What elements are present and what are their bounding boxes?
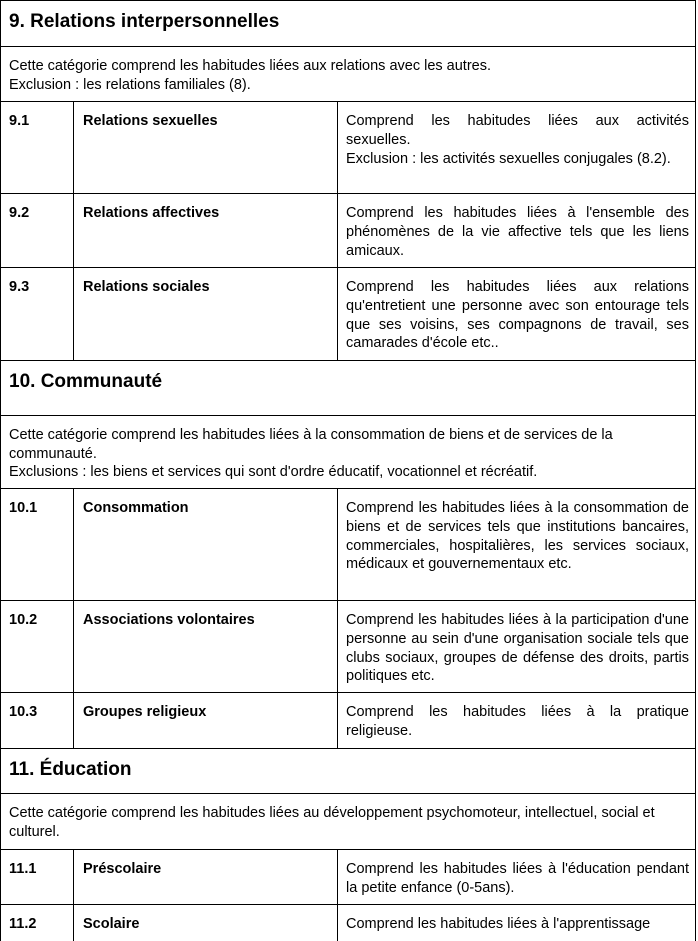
section-description — [0, 794, 696, 850]
row-description: Comprend les habitudes liées aux relations qu'entretient une personne avec son entourage tels que ses voisins, ses compagnons de travail, ses camarades d'école etc.. — [346, 279, 689, 352]
row-number: 10.3 — [1, 693, 74, 748]
row-name: Consommation — [74, 489, 338, 600]
row-name: Préscolaire — [74, 850, 338, 904]
row-number: 11.1 — [1, 850, 74, 904]
row-name: Relations sociales — [74, 268, 338, 360]
description-line: Cette catégorie comprend les habitudes liées à la consommation de biens et de services de la communauté. — [9, 427, 613, 462]
row-name: Relations affectives — [74, 194, 338, 267]
row-description: Comprend les habitudes liées à l'éducation pendant la petite enfance (0-5ans). — [346, 861, 689, 896]
row-description: Comprend les habitudes liées à l'apprentissage — [346, 916, 651, 932]
row-description: Comprend les habitudes liées à la pratique religieuse. — [346, 704, 689, 739]
row-description: Comprend les habitudes liées à la consommation de biens et de services tels que institutions bancaires, commerciales, hospitalières, les services sociaux, médicaux et gouvernementaux etc. — [346, 500, 689, 573]
row-name: Groupes religieux — [74, 693, 338, 748]
table-row — [0, 194, 696, 268]
description-line: Exclusion : les activités sexuelles conjugales (8.2). — [346, 150, 671, 167]
description-line: Exclusion : les relations familiales (8). — [9, 76, 251, 93]
row-description: Comprend les habitudes liées à la participation d'une personne au sein d'une organisation sociale tels que clubs sociaux, groupes de défense des droits, partis politiques etc. — [346, 612, 689, 685]
table-row — [0, 601, 696, 693]
row-description: Comprend les habitudes liées à l'ensemble des phénomènes de la vie affective tels que les liens amicaux. — [346, 205, 689, 259]
table-row — [0, 102, 696, 194]
description-line: Exclusions : les biens et services qui sont d'ordre éducatif, vocationnel et récréatif. — [9, 464, 538, 480]
description-line: Cette catégorie comprend les habitudes liées aux relations avec les autres. — [9, 58, 491, 74]
table-row — [0, 268, 696, 361]
table-row — [0, 489, 696, 601]
section-title: 11. Éducation — [0, 749, 696, 794]
section-description — [0, 47, 696, 102]
row-number: 9.3 — [1, 268, 74, 360]
section-title: 10. Communauté — [0, 361, 696, 416]
row-number: 10.1 — [1, 489, 74, 600]
row-name: Relations sexuelles — [74, 102, 338, 193]
row-name: Scolaire — [74, 905, 338, 941]
description-line: Comprend les habitudes liées aux activités sexuelles. — [346, 113, 689, 148]
row-description — [338, 102, 695, 193]
table-row — [0, 693, 696, 749]
row-number: 9.2 — [1, 194, 74, 267]
table-row — [0, 905, 696, 941]
table-row — [0, 850, 696, 905]
description-line: Cette catégorie comprend les habitudes liées au développement psychomoteur, intellectuel, social et culturel. — [9, 805, 655, 840]
section-title: 9. Relations interpersonnelles — [0, 0, 696, 47]
row-number: 9.1 — [1, 102, 74, 193]
row-name: Associations volontaires — [74, 601, 338, 692]
section-description — [0, 416, 696, 489]
row-number: 10.2 — [1, 601, 74, 692]
row-number: 11.2 — [1, 905, 74, 941]
